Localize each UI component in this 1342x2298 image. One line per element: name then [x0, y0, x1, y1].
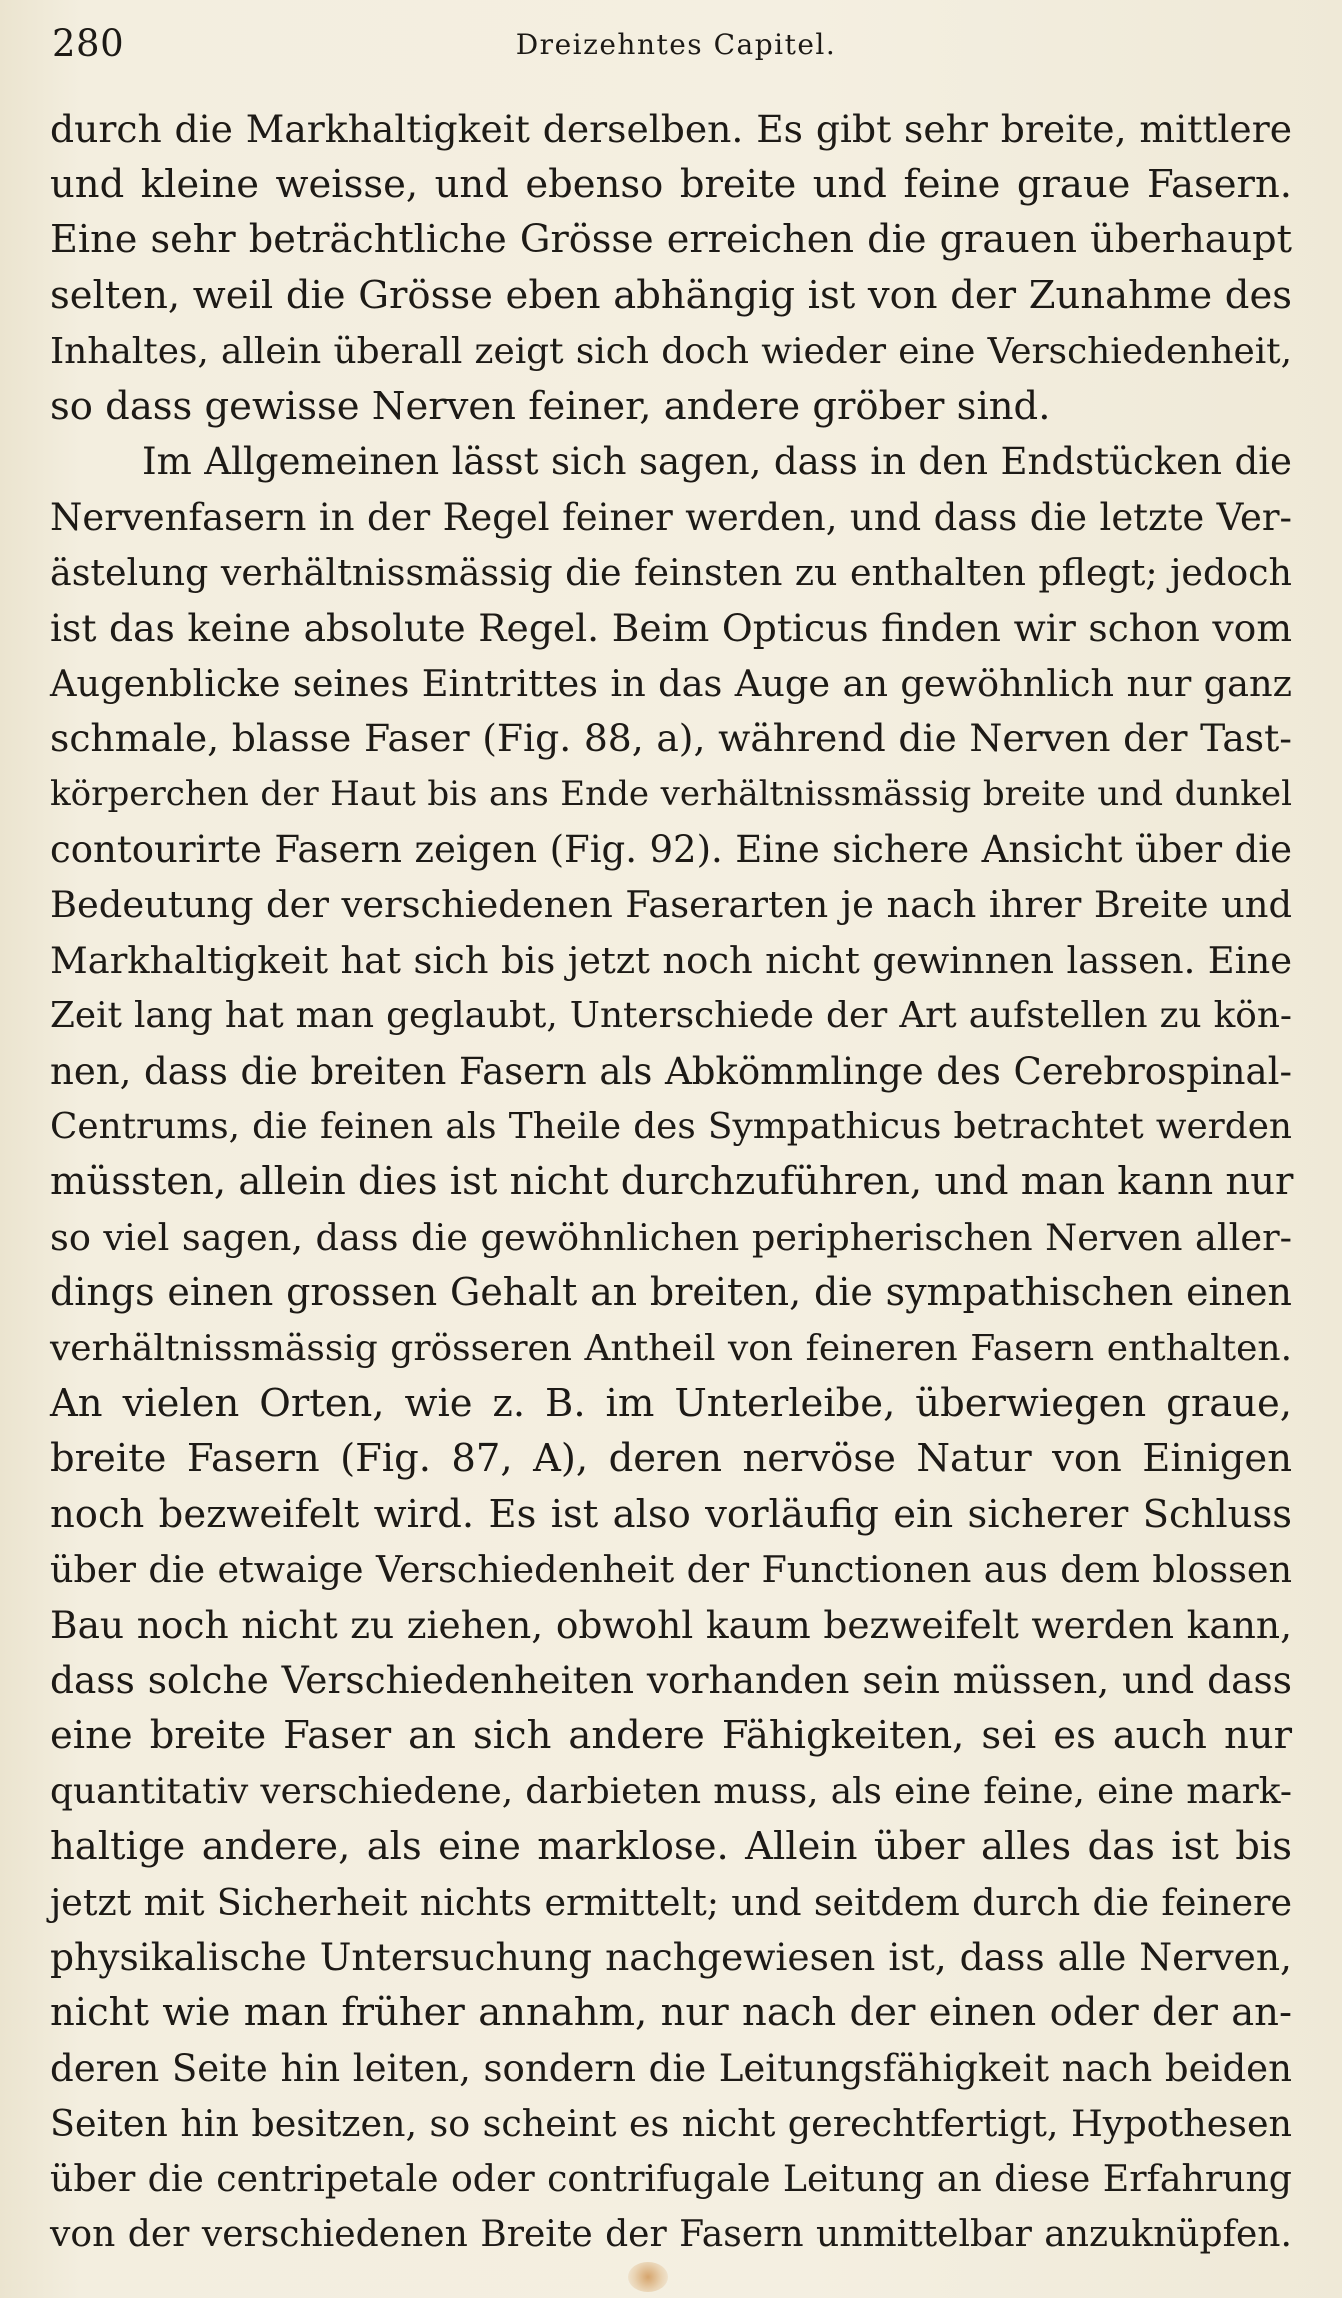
text-line: von der verschiedenen Breite der Fasern unmittelbar anzuknüpfen.: [50, 2212, 1292, 2255]
text-line: Seiten hin besitzen, so scheint es nicht gerechtfertigt, Hypothesen: [50, 2102, 1292, 2146]
text-line: durch die Markhaltigkeit derselben. Es gibt sehr breite, mittlere: [50, 107, 1292, 151]
text-line: müssten, allein dies ist nicht durchzuführen, und man kann nur: [50, 1159, 1294, 1205]
text-line: Bau noch nicht zu ziehen, obwohl kaum bezweifelt werden kann,: [50, 1602, 1292, 1647]
text-line: breite Fasern (Fig. 87, A), deren nervöse Natur von Einigen: [50, 1436, 1292, 1482]
text-line: nen, dass die breiten Fasern als Abkömmlinge des Cerebrospinal-: [50, 1049, 1292, 1093]
text-line: physikalische Untersuchung nachgewiesen ist, dass alle Nerven,: [50, 1934, 1292, 1979]
body-text: [50, 102, 1292, 2262]
page-header: [52, 20, 1290, 70]
text-line: Markhaltigkeit hat sich bis jetzt noch nicht gewinnen lassen. Eine: [50, 938, 1292, 982]
text-line: über die centripetale oder contrifugale Leitung an diese Erfahrung: [50, 2157, 1292, 2201]
text-line: Zeit lang hat man geglaubt, Unterschiede der Art aufstellen zu kön-: [50, 995, 1292, 1037]
running-title: Dreizehntes Capitel.: [515, 28, 837, 61]
text-line: deren Seite hin leiten, sondern die Leitungsfähigkeit nach beiden: [50, 2046, 1292, 2090]
text-line: Centrums, die feinen als Theile des Sympathicus betrachtet werden: [50, 1106, 1292, 1148]
text-line: über die etwaige Verschiedenheit der Functionen aus dem blossen: [50, 1548, 1292, 1592]
text-line: eine breite Faser an sich andere Fähigkeiten, sei es auch nur: [50, 1713, 1292, 1759]
text-line: Inhaltes, allein überall zeigt sich doch wieder eine Verschiedenheit,: [50, 330, 1292, 372]
text-line: selten, weil die Grösse eben abhängig ist von der Zunahme des: [50, 273, 1292, 319]
page-number: 280: [52, 22, 125, 65]
text-line: so dass gewisse Nerven feiner, andere gröber sind.: [50, 383, 1051, 429]
text-line: ist das keine absolute Regel. Beim Opticus finden wir schon vom: [50, 605, 1292, 650]
text-line: Augenblicke seines Eintrittes in das Auge an gewöhnlich nur ganz: [50, 661, 1292, 705]
text-line: verhältnissmässig grösseren Antheil von feineren Fasern enthalten.: [50, 1327, 1292, 1369]
text-line: jetzt mit Sicherheit nichts ermittelt; und seitdem durch die feinere: [50, 1880, 1292, 1924]
text-line: dass solche Verschiedenheiten vorhanden sein müssen, und dass: [50, 1657, 1292, 1702]
text-line: dings einen grossen Gehalt an breiten, die sympathischen einen: [50, 1270, 1292, 1315]
paragraph-first-line: Im Allgemeinen lässt sich sagen, dass in den Endstücken die: [142, 440, 1292, 484]
text-line: Bedeutung der verschiedenen Faserarten je nach ihrer Breite und: [50, 883, 1292, 927]
text-line: Nervenfasern in der Regel feiner werden, und dass die letzte Ver-: [50, 495, 1292, 539]
text-line: so viel sagen, dass die gewöhnlichen peripherischen Nerven aller-: [50, 1215, 1292, 1259]
text-line: noch bezweifelt wird. Es ist also vorläufig ein sicherer Schluss: [50, 1491, 1292, 1537]
text-line: contourirte Fasern zeigen (Fig. 92). Eine sichere Ansicht über die: [50, 828, 1292, 872]
text-line: haltige andere, als eine marklose. Allein über alles das ist bis: [50, 1824, 1292, 1870]
text-line: Eine sehr beträchtliche Grösse erreichen die grauen überhaupt: [50, 217, 1292, 262]
text-line: ästelung verhältnissmässig die feinsten zu enthalten pflegt; jedoch: [50, 551, 1292, 595]
text-line: quantitativ verschiedene, darbieten muss, als eine feine, eine mark-: [50, 1770, 1292, 1812]
text-line: An vielen Orten, wie z. B. im Unterleibe, überwiegen graue,: [50, 1380, 1292, 1426]
text-line: nicht wie man früher annahm, nur nach der einen oder der an-: [50, 1990, 1292, 2036]
text-line: und kleine weisse, und ebenso breite und feine graue Fasern.: [50, 162, 1292, 208]
text-line: schmale, blasse Faser (Fig. 88, a), während die Nerven der Tast-: [50, 716, 1292, 761]
text-line: körperchen der Haut bis ans Ende verhältnissmässig breite und dunkel: [50, 773, 1292, 814]
paper-stain: [628, 2262, 668, 2292]
